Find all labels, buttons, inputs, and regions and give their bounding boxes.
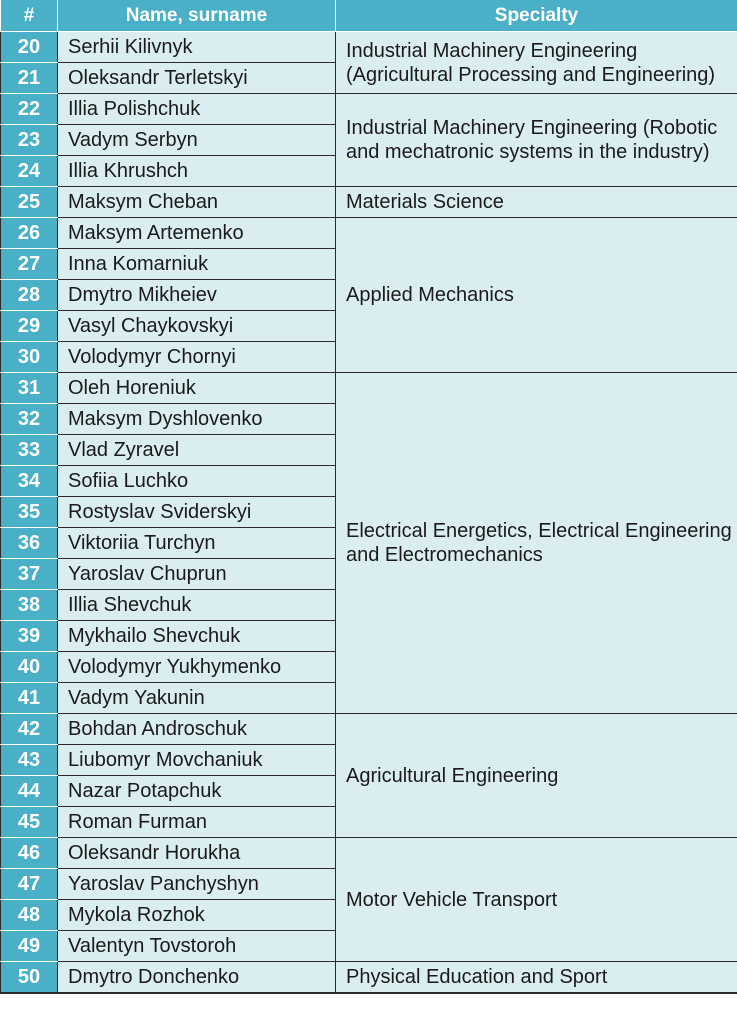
specialty-cell: Industrial Machinery Engineering (Agricultural Processing and Engineering) (336, 32, 737, 94)
student-name: Oleh Horeniuk (58, 373, 336, 404)
row-number: 33 (1, 435, 58, 466)
row-number: 37 (1, 559, 58, 590)
row-number: 31 (1, 373, 58, 404)
specialty-cell: Industrial Machinery Engineering (Robotic and mechatronic systems in the industry) (336, 94, 737, 187)
row-number: 45 (1, 807, 58, 838)
student-name: Vlad Zyravel (58, 435, 336, 466)
row-number: 32 (1, 404, 58, 435)
student-name: Maksym Artemenko (58, 218, 336, 249)
row-number: 50 (1, 962, 58, 993)
student-name: Viktoriia Turchyn (58, 528, 336, 559)
row-number: 43 (1, 745, 58, 776)
row-number: 40 (1, 652, 58, 683)
table-body (1, 32, 737, 993)
table-row (1, 218, 737, 249)
row-number: 47 (1, 869, 58, 900)
row-number: 26 (1, 218, 58, 249)
row-number: 29 (1, 311, 58, 342)
row-number: 38 (1, 590, 58, 621)
student-name: Illia Khrushch (58, 156, 336, 187)
student-name: Nazar Potapchuk (58, 776, 336, 807)
student-name: Volodymyr Chornyi (58, 342, 336, 373)
table-header (1, 0, 737, 32)
student-name: Rostyslav Sviderskyi (58, 497, 336, 528)
row-number: 24 (1, 156, 58, 187)
student-name: Inna Komarniuk (58, 249, 336, 280)
specialty-cell: Materials Science (336, 187, 737, 218)
student-name: Serhii Kilivnyk (58, 32, 336, 63)
student-name: Yaroslav Chuprun (58, 559, 336, 590)
table-row (1, 838, 737, 869)
row-number: 21 (1, 63, 58, 94)
student-name: Oleksandr Horukha (58, 838, 336, 869)
student-name: Sofiia Luchko (58, 466, 336, 497)
row-number: 36 (1, 528, 58, 559)
row-number: 49 (1, 931, 58, 962)
student-name: Valentyn Tovstoroh (58, 931, 336, 962)
row-number: 28 (1, 280, 58, 311)
specialty-cell: Agricultural Engineering (336, 714, 737, 838)
specialty-cell: Applied Mechanics (336, 218, 737, 373)
student-name: Dmytro Donchenko (58, 962, 336, 993)
student-name: Vadym Yakunin (58, 683, 336, 714)
student-name: Yaroslav Panchyshyn (58, 869, 336, 900)
row-number: 46 (1, 838, 58, 869)
student-name: Dmytro Mikheiev (58, 280, 336, 311)
row-number: 35 (1, 497, 58, 528)
student-name: Liubomyr Movchaniuk (58, 745, 336, 776)
student-name: Vasyl Chaykovskyi (58, 311, 336, 342)
row-number: 27 (1, 249, 58, 280)
student-name: Illia Shevchuk (58, 590, 336, 621)
table-row (1, 373, 737, 404)
specialty-cell: Electrical Energetics, Electrical Engineering and Electromechanics (336, 373, 737, 714)
table-row (1, 962, 737, 993)
row-number: 44 (1, 776, 58, 807)
student-name: Vadym Serbyn (58, 125, 336, 156)
row-number: 48 (1, 900, 58, 931)
student-name: Volodymyr Yukhymenko (58, 652, 336, 683)
row-number: 30 (1, 342, 58, 373)
student-name: Bohdan Androschuk (58, 714, 336, 745)
row-number: 25 (1, 187, 58, 218)
student-name: Mykola Rozhok (58, 900, 336, 931)
row-number: 34 (1, 466, 58, 497)
student-name: Mykhailo Shevchuk (58, 621, 336, 652)
student-name: Roman Furman (58, 807, 336, 838)
table-row (1, 714, 737, 745)
row-number: 39 (1, 621, 58, 652)
header-specialty: Specialty (336, 0, 737, 32)
specialty-cell: Motor Vehicle Transport (336, 838, 737, 962)
header-number: # (1, 0, 58, 32)
student-name: Illia Polishchuk (58, 94, 336, 125)
specialty-cell: Physical Education and Sport (336, 962, 737, 993)
row-number: 41 (1, 683, 58, 714)
header-row (1, 0, 737, 32)
row-number: 23 (1, 125, 58, 156)
student-name: Oleksandr Terletskyi (58, 63, 336, 94)
row-number: 22 (1, 94, 58, 125)
row-number: 20 (1, 32, 58, 63)
table-row (1, 94, 737, 125)
table-row (1, 187, 737, 218)
header-name: Name, surname (58, 0, 336, 32)
student-name: Maksym Dyshlovenko (58, 404, 336, 435)
table-row (1, 32, 737, 63)
row-number: 42 (1, 714, 58, 745)
student-name: Maksym Cheban (58, 187, 336, 218)
